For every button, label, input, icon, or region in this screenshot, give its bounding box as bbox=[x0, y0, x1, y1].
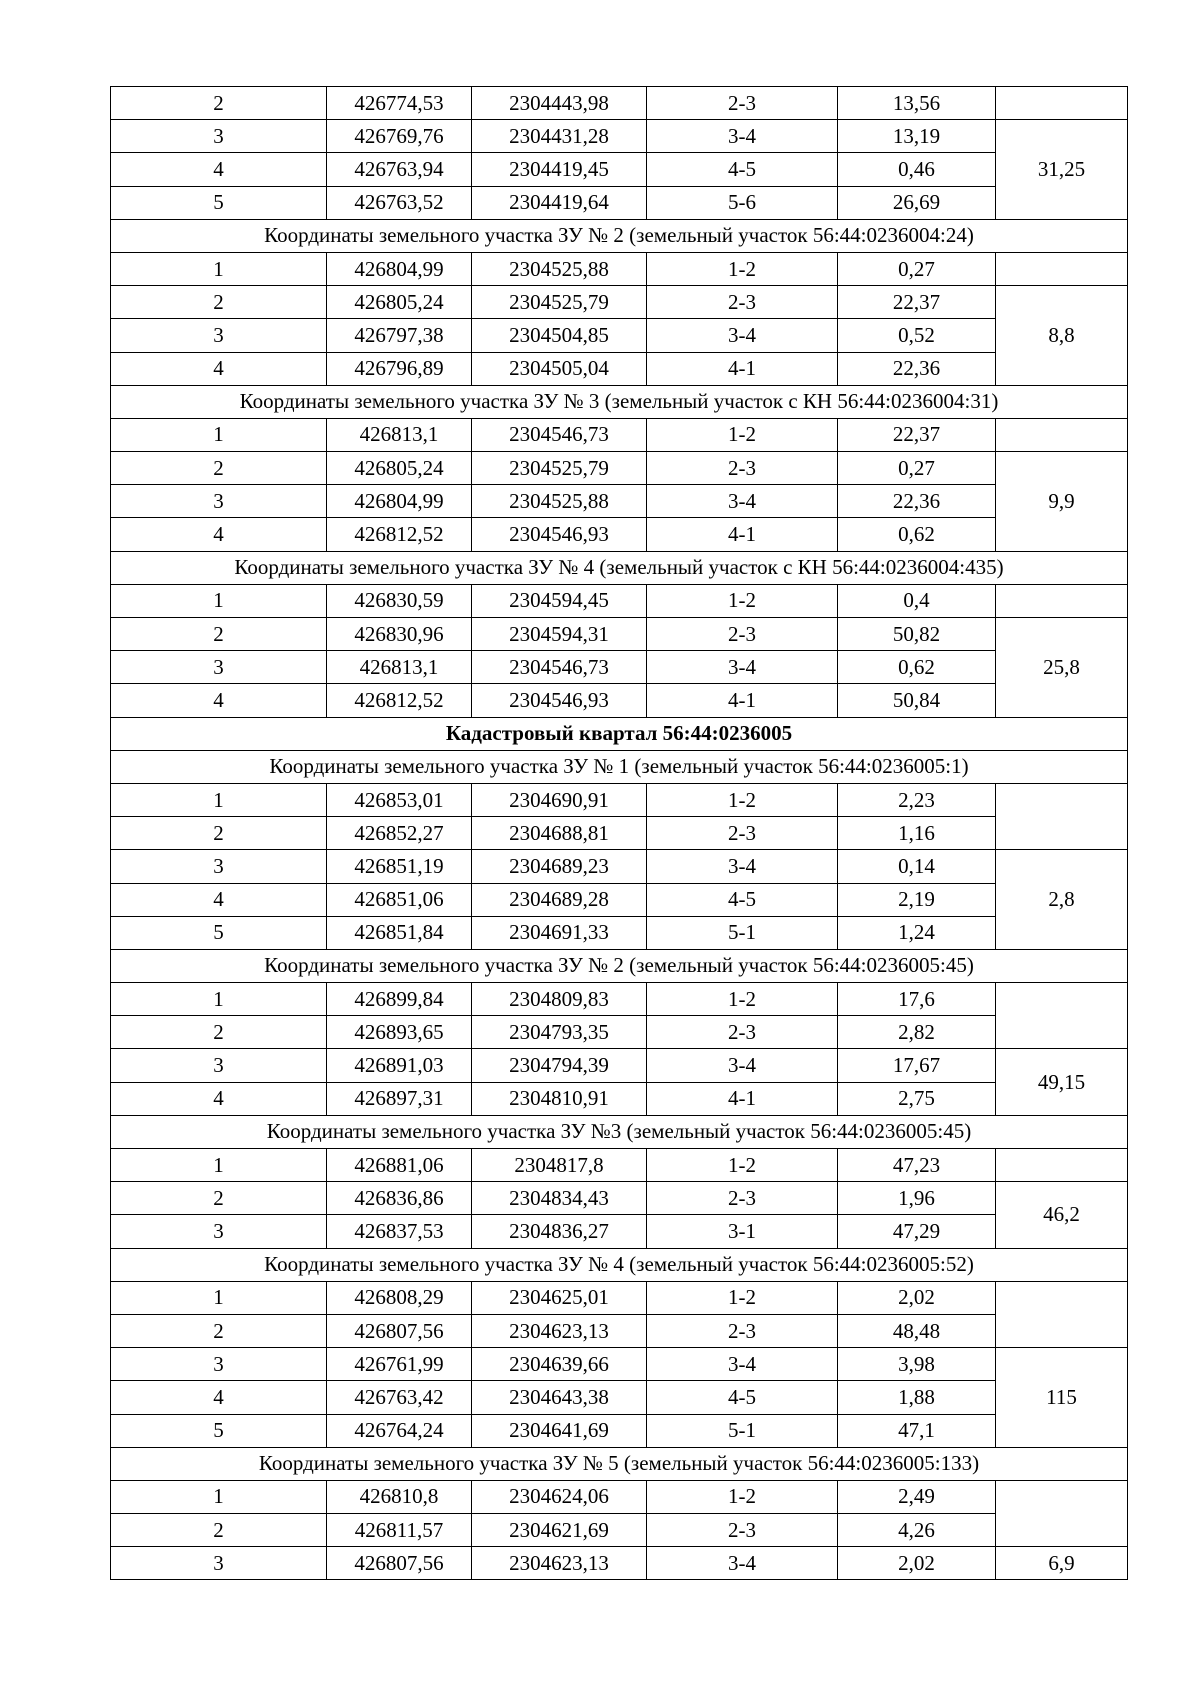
area-cell: 31,25 bbox=[996, 120, 1128, 220]
length-cell: 1,96 bbox=[838, 1182, 996, 1215]
y-coordinate-cell: 2304419,45 bbox=[472, 153, 647, 186]
point-number-cell: 2 bbox=[111, 817, 327, 850]
table-row bbox=[111, 618, 1128, 651]
x-coordinate-cell: 426837,53 bbox=[327, 1215, 472, 1248]
segment-cell: 2-3 bbox=[647, 1182, 838, 1215]
point-number-cell: 5 bbox=[111, 1414, 327, 1447]
section-heading-row bbox=[111, 1248, 1128, 1281]
segment-cell: 1-2 bbox=[647, 1149, 838, 1182]
table-row bbox=[111, 684, 1128, 717]
x-coordinate-cell: 426797,38 bbox=[327, 319, 472, 352]
segment-cell: 4-1 bbox=[647, 1082, 838, 1115]
y-coordinate-cell: 2304794,39 bbox=[472, 1049, 647, 1082]
point-number-cell: 4 bbox=[111, 1381, 327, 1414]
section-heading-row bbox=[111, 750, 1128, 783]
area-blank-cell bbox=[996, 252, 1128, 285]
table-row bbox=[111, 983, 1128, 1016]
y-coordinate-cell: 2304525,88 bbox=[472, 485, 647, 518]
length-cell: 26,69 bbox=[838, 186, 996, 219]
table-row bbox=[111, 783, 1128, 816]
segment-cell: 2-3 bbox=[647, 1314, 838, 1347]
y-coordinate-cell: 2304690,91 bbox=[472, 783, 647, 816]
x-coordinate-cell: 426899,84 bbox=[327, 983, 472, 1016]
table-row bbox=[111, 916, 1128, 949]
segment-cell: 4-1 bbox=[647, 684, 838, 717]
table-row bbox=[111, 1082, 1128, 1115]
x-coordinate-cell: 426810,8 bbox=[327, 1480, 472, 1513]
segment-cell: 3-4 bbox=[647, 1547, 838, 1580]
point-number-cell: 1 bbox=[111, 252, 327, 285]
x-coordinate-cell: 426830,59 bbox=[327, 584, 472, 617]
y-coordinate-cell: 2304641,69 bbox=[472, 1414, 647, 1447]
table-row bbox=[111, 1314, 1128, 1347]
length-cell: 1,24 bbox=[838, 916, 996, 949]
y-coordinate-cell: 2304691,33 bbox=[472, 916, 647, 949]
x-coordinate-cell: 426897,31 bbox=[327, 1082, 472, 1115]
y-coordinate-cell: 2304836,27 bbox=[472, 1215, 647, 1248]
y-coordinate-cell: 2304525,79 bbox=[472, 452, 647, 485]
table-row bbox=[111, 1547, 1128, 1580]
y-coordinate-cell: 2304689,23 bbox=[472, 850, 647, 883]
y-coordinate-cell: 2304431,28 bbox=[472, 120, 647, 153]
x-coordinate-cell: 426769,76 bbox=[327, 120, 472, 153]
area-blank-cell bbox=[996, 783, 1128, 849]
y-coordinate-cell: 2304594,45 bbox=[472, 584, 647, 617]
table-row bbox=[111, 186, 1128, 219]
segment-cell: 3-4 bbox=[647, 1049, 838, 1082]
length-cell: 2,02 bbox=[838, 1547, 996, 1580]
plot-heading: Координаты земельного участка ЗУ № 4 (земельный участок с КН 56:44:0236004:435) bbox=[111, 551, 1128, 584]
segment-cell: 5-1 bbox=[647, 1414, 838, 1447]
segment-cell: 3-4 bbox=[647, 1348, 838, 1381]
x-coordinate-cell: 426881,06 bbox=[327, 1149, 472, 1182]
table-row bbox=[111, 452, 1128, 485]
segment-cell: 4-5 bbox=[647, 153, 838, 186]
x-coordinate-cell: 426804,99 bbox=[327, 252, 472, 285]
table-row bbox=[111, 1480, 1128, 1513]
length-cell: 22,37 bbox=[838, 418, 996, 451]
section-heading-row bbox=[111, 385, 1128, 418]
point-number-cell: 2 bbox=[111, 1514, 327, 1547]
x-coordinate-cell: 426805,24 bbox=[327, 286, 472, 319]
x-coordinate-cell: 426808,29 bbox=[327, 1281, 472, 1314]
y-coordinate-cell: 2304443,98 bbox=[472, 87, 647, 120]
table-row bbox=[111, 1381, 1128, 1414]
plot-heading: Координаты земельного участка ЗУ № 4 (земельный участок 56:44:0236005:52) bbox=[111, 1248, 1128, 1281]
y-coordinate-cell: 2304817,8 bbox=[472, 1149, 647, 1182]
plot-heading: Координаты земельного участка ЗУ № 1 (земельный участок 56:44:0236005:1) bbox=[111, 750, 1128, 783]
x-coordinate-cell: 426763,52 bbox=[327, 186, 472, 219]
length-cell: 0,27 bbox=[838, 252, 996, 285]
point-number-cell: 4 bbox=[111, 684, 327, 717]
length-cell: 1,88 bbox=[838, 1381, 996, 1414]
y-coordinate-cell: 2304639,66 bbox=[472, 1348, 647, 1381]
length-cell: 50,82 bbox=[838, 618, 996, 651]
y-coordinate-cell: 2304689,28 bbox=[472, 883, 647, 916]
length-cell: 2,19 bbox=[838, 883, 996, 916]
x-coordinate-cell: 426851,06 bbox=[327, 883, 472, 916]
length-cell: 1,16 bbox=[838, 817, 996, 850]
area-blank-cell bbox=[996, 584, 1128, 617]
section-heading-row bbox=[111, 551, 1128, 584]
x-coordinate-cell: 426891,03 bbox=[327, 1049, 472, 1082]
length-cell: 2,82 bbox=[838, 1016, 996, 1049]
table-row bbox=[111, 1281, 1128, 1314]
area-blank-cell bbox=[996, 983, 1128, 1049]
point-number-cell: 4 bbox=[111, 883, 327, 916]
plot-heading: Координаты земельного участка ЗУ № 2 (земельный участок 56:44:0236005:45) bbox=[111, 949, 1128, 982]
table-row bbox=[111, 1049, 1128, 1082]
y-coordinate-cell: 2304505,04 bbox=[472, 352, 647, 385]
point-number-cell: 3 bbox=[111, 1049, 327, 1082]
point-number-cell: 1 bbox=[111, 1281, 327, 1314]
segment-cell: 1-2 bbox=[647, 1480, 838, 1513]
plot-heading: Координаты земельного участка ЗУ № 2 (земельный участок 56:44:0236004:24) bbox=[111, 219, 1128, 252]
y-coordinate-cell: 2304504,85 bbox=[472, 319, 647, 352]
point-number-cell: 2 bbox=[111, 1314, 327, 1347]
point-number-cell: 2 bbox=[111, 286, 327, 319]
segment-cell: 1-2 bbox=[647, 584, 838, 617]
section-heading-row bbox=[111, 1447, 1128, 1480]
length-cell: 47,29 bbox=[838, 1215, 996, 1248]
y-coordinate-cell: 2304834,43 bbox=[472, 1182, 647, 1215]
area-cell: 115 bbox=[996, 1348, 1128, 1448]
section-heading-row bbox=[111, 949, 1128, 982]
y-coordinate-cell: 2304643,38 bbox=[472, 1381, 647, 1414]
table-row bbox=[111, 883, 1128, 916]
area-blank-cell bbox=[996, 1149, 1128, 1182]
x-coordinate-cell: 426804,99 bbox=[327, 485, 472, 518]
section-heading-row bbox=[111, 219, 1128, 252]
point-number-cell: 4 bbox=[111, 518, 327, 551]
length-cell: 13,56 bbox=[838, 87, 996, 120]
length-cell: 0,52 bbox=[838, 319, 996, 352]
point-number-cell: 2 bbox=[111, 87, 327, 120]
y-coordinate-cell: 2304688,81 bbox=[472, 817, 647, 850]
segment-cell: 3-4 bbox=[647, 120, 838, 153]
point-number-cell: 3 bbox=[111, 485, 327, 518]
segment-cell: 5-1 bbox=[647, 916, 838, 949]
point-number-cell: 4 bbox=[111, 1082, 327, 1115]
table-body bbox=[111, 87, 1128, 1580]
x-coordinate-cell: 426836,86 bbox=[327, 1182, 472, 1215]
x-coordinate-cell: 426774,53 bbox=[327, 87, 472, 120]
table-row bbox=[111, 584, 1128, 617]
table-row bbox=[111, 87, 1128, 120]
length-cell: 50,84 bbox=[838, 684, 996, 717]
table-row bbox=[111, 286, 1128, 319]
point-number-cell: 2 bbox=[111, 452, 327, 485]
table-row bbox=[111, 651, 1128, 684]
length-cell: 22,37 bbox=[838, 286, 996, 319]
point-number-cell: 4 bbox=[111, 352, 327, 385]
x-coordinate-cell: 426805,24 bbox=[327, 452, 472, 485]
table-row bbox=[111, 1514, 1128, 1547]
length-cell: 2,02 bbox=[838, 1281, 996, 1314]
segment-cell: 1-2 bbox=[647, 418, 838, 451]
segment-cell: 4-1 bbox=[647, 352, 838, 385]
table-row bbox=[111, 153, 1128, 186]
length-cell: 0,62 bbox=[838, 518, 996, 551]
point-number-cell: 1 bbox=[111, 418, 327, 451]
y-coordinate-cell: 2304419,64 bbox=[472, 186, 647, 219]
x-coordinate-cell: 426852,27 bbox=[327, 817, 472, 850]
length-cell: 13,19 bbox=[838, 120, 996, 153]
y-coordinate-cell: 2304623,13 bbox=[472, 1314, 647, 1347]
point-number-cell: 1 bbox=[111, 1149, 327, 1182]
x-coordinate-cell: 426763,42 bbox=[327, 1381, 472, 1414]
point-number-cell: 3 bbox=[111, 1348, 327, 1381]
plot-heading: Координаты земельного участка ЗУ № 3 (земельный участок с КН 56:44:0236004:31) bbox=[111, 385, 1128, 418]
x-coordinate-cell: 426812,52 bbox=[327, 518, 472, 551]
segment-cell: 1-2 bbox=[647, 983, 838, 1016]
table-row bbox=[111, 485, 1128, 518]
y-coordinate-cell: 2304546,73 bbox=[472, 651, 647, 684]
cadastral-quarter-heading: Кадастровый квартал 56:44:0236005 bbox=[111, 717, 1128, 750]
y-coordinate-cell: 2304624,06 bbox=[472, 1480, 647, 1513]
point-number-cell: 3 bbox=[111, 319, 327, 352]
segment-cell: 5-6 bbox=[647, 186, 838, 219]
x-coordinate-cell: 426853,01 bbox=[327, 783, 472, 816]
table-row bbox=[111, 1348, 1128, 1381]
segment-cell: 3-4 bbox=[647, 319, 838, 352]
point-number-cell: 4 bbox=[111, 153, 327, 186]
length-cell: 2,49 bbox=[838, 1480, 996, 1513]
table-row bbox=[111, 1215, 1128, 1248]
y-coordinate-cell: 2304621,69 bbox=[472, 1514, 647, 1547]
length-cell: 47,23 bbox=[838, 1149, 996, 1182]
y-coordinate-cell: 2304546,93 bbox=[472, 518, 647, 551]
point-number-cell: 3 bbox=[111, 120, 327, 153]
x-coordinate-cell: 426813,1 bbox=[327, 418, 472, 451]
length-cell: 22,36 bbox=[838, 485, 996, 518]
length-cell: 22,36 bbox=[838, 352, 996, 385]
segment-cell: 2-3 bbox=[647, 87, 838, 120]
x-coordinate-cell: 426811,57 bbox=[327, 1514, 472, 1547]
x-coordinate-cell: 426813,1 bbox=[327, 651, 472, 684]
x-coordinate-cell: 426893,65 bbox=[327, 1016, 472, 1049]
point-number-cell: 1 bbox=[111, 783, 327, 816]
area-cell: 6,9 bbox=[996, 1547, 1128, 1580]
point-number-cell: 2 bbox=[111, 1016, 327, 1049]
point-number-cell: 1 bbox=[111, 584, 327, 617]
y-coordinate-cell: 2304546,73 bbox=[472, 418, 647, 451]
area-cell: 2,8 bbox=[996, 850, 1128, 950]
y-coordinate-cell: 2304793,35 bbox=[472, 1016, 647, 1049]
table-row bbox=[111, 850, 1128, 883]
segment-cell: 2-3 bbox=[647, 1514, 838, 1547]
area-blank-cell bbox=[996, 418, 1128, 451]
segment-cell: 4-5 bbox=[647, 1381, 838, 1414]
y-coordinate-cell: 2304623,13 bbox=[472, 1547, 647, 1580]
x-coordinate-cell: 426851,84 bbox=[327, 916, 472, 949]
table-row bbox=[111, 1149, 1128, 1182]
area-blank-cell bbox=[996, 87, 1128, 120]
segment-cell: 3-4 bbox=[647, 850, 838, 883]
length-cell: 0,62 bbox=[838, 651, 996, 684]
area-blank-cell bbox=[996, 1281, 1128, 1347]
plot-heading: Координаты земельного участка ЗУ № 5 (земельный участок 56:44:0236005:133) bbox=[111, 1447, 1128, 1480]
area-cell: 46,2 bbox=[996, 1182, 1128, 1248]
area-cell: 9,9 bbox=[996, 452, 1128, 552]
area-cell: 49,15 bbox=[996, 1049, 1128, 1115]
coordinates-table bbox=[110, 86, 1128, 1580]
table-row bbox=[111, 252, 1128, 285]
table-row bbox=[111, 518, 1128, 551]
y-coordinate-cell: 2304625,01 bbox=[472, 1281, 647, 1314]
segment-cell: 2-3 bbox=[647, 817, 838, 850]
point-number-cell: 2 bbox=[111, 618, 327, 651]
section-heading-row bbox=[111, 717, 1128, 750]
length-cell: 0,46 bbox=[838, 153, 996, 186]
table-row bbox=[111, 1016, 1128, 1049]
length-cell: 3,98 bbox=[838, 1348, 996, 1381]
segment-cell: 2-3 bbox=[647, 452, 838, 485]
table-row bbox=[111, 352, 1128, 385]
table-row bbox=[111, 120, 1128, 153]
x-coordinate-cell: 426763,94 bbox=[327, 153, 472, 186]
y-coordinate-cell: 2304546,93 bbox=[472, 684, 647, 717]
y-coordinate-cell: 2304810,91 bbox=[472, 1082, 647, 1115]
length-cell: 17,67 bbox=[838, 1049, 996, 1082]
y-coordinate-cell: 2304594,31 bbox=[472, 618, 647, 651]
point-number-cell: 3 bbox=[111, 1215, 327, 1248]
segment-cell: 2-3 bbox=[647, 618, 838, 651]
segment-cell: 1-2 bbox=[647, 783, 838, 816]
length-cell: 2,75 bbox=[838, 1082, 996, 1115]
segment-cell: 2-3 bbox=[647, 286, 838, 319]
x-coordinate-cell: 426807,56 bbox=[327, 1547, 472, 1580]
length-cell: 0,4 bbox=[838, 584, 996, 617]
point-number-cell: 3 bbox=[111, 850, 327, 883]
segment-cell: 1-2 bbox=[647, 1281, 838, 1314]
area-blank-cell bbox=[996, 1480, 1128, 1546]
segment-cell: 3-4 bbox=[647, 651, 838, 684]
length-cell: 0,14 bbox=[838, 850, 996, 883]
length-cell: 48,48 bbox=[838, 1314, 996, 1347]
y-coordinate-cell: 2304525,79 bbox=[472, 286, 647, 319]
point-number-cell: 5 bbox=[111, 186, 327, 219]
point-number-cell: 5 bbox=[111, 916, 327, 949]
y-coordinate-cell: 2304525,88 bbox=[472, 252, 647, 285]
x-coordinate-cell: 426812,52 bbox=[327, 684, 472, 717]
x-coordinate-cell: 426851,19 bbox=[327, 850, 472, 883]
segment-cell: 3-4 bbox=[647, 485, 838, 518]
segment-cell: 1-2 bbox=[647, 252, 838, 285]
y-coordinate-cell: 2304809,83 bbox=[472, 983, 647, 1016]
table-row bbox=[111, 1182, 1128, 1215]
x-coordinate-cell: 426761,99 bbox=[327, 1348, 472, 1381]
x-coordinate-cell: 426830,96 bbox=[327, 618, 472, 651]
point-number-cell: 2 bbox=[111, 1182, 327, 1215]
segment-cell: 2-3 bbox=[647, 1016, 838, 1049]
table-row bbox=[111, 319, 1128, 352]
length-cell: 17,6 bbox=[838, 983, 996, 1016]
segment-cell: 4-5 bbox=[647, 883, 838, 916]
point-number-cell: 3 bbox=[111, 651, 327, 684]
x-coordinate-cell: 426807,56 bbox=[327, 1314, 472, 1347]
plot-heading: Координаты земельного участка ЗУ №3 (земельный участок 56:44:0236005:45) bbox=[111, 1115, 1128, 1148]
section-heading-row bbox=[111, 1115, 1128, 1148]
length-cell: 0,27 bbox=[838, 452, 996, 485]
length-cell: 2,23 bbox=[838, 783, 996, 816]
table-row bbox=[111, 418, 1128, 451]
point-number-cell: 1 bbox=[111, 1480, 327, 1513]
segment-cell: 3-1 bbox=[647, 1215, 838, 1248]
point-number-cell: 3 bbox=[111, 1547, 327, 1580]
length-cell: 4,26 bbox=[838, 1514, 996, 1547]
table-row bbox=[111, 817, 1128, 850]
x-coordinate-cell: 426796,89 bbox=[327, 352, 472, 385]
point-number-cell: 1 bbox=[111, 983, 327, 1016]
x-coordinate-cell: 426764,24 bbox=[327, 1414, 472, 1447]
area-cell: 25,8 bbox=[996, 618, 1128, 718]
segment-cell: 4-1 bbox=[647, 518, 838, 551]
table-row bbox=[111, 1414, 1128, 1447]
length-cell: 47,1 bbox=[838, 1414, 996, 1447]
area-cell: 8,8 bbox=[996, 286, 1128, 386]
